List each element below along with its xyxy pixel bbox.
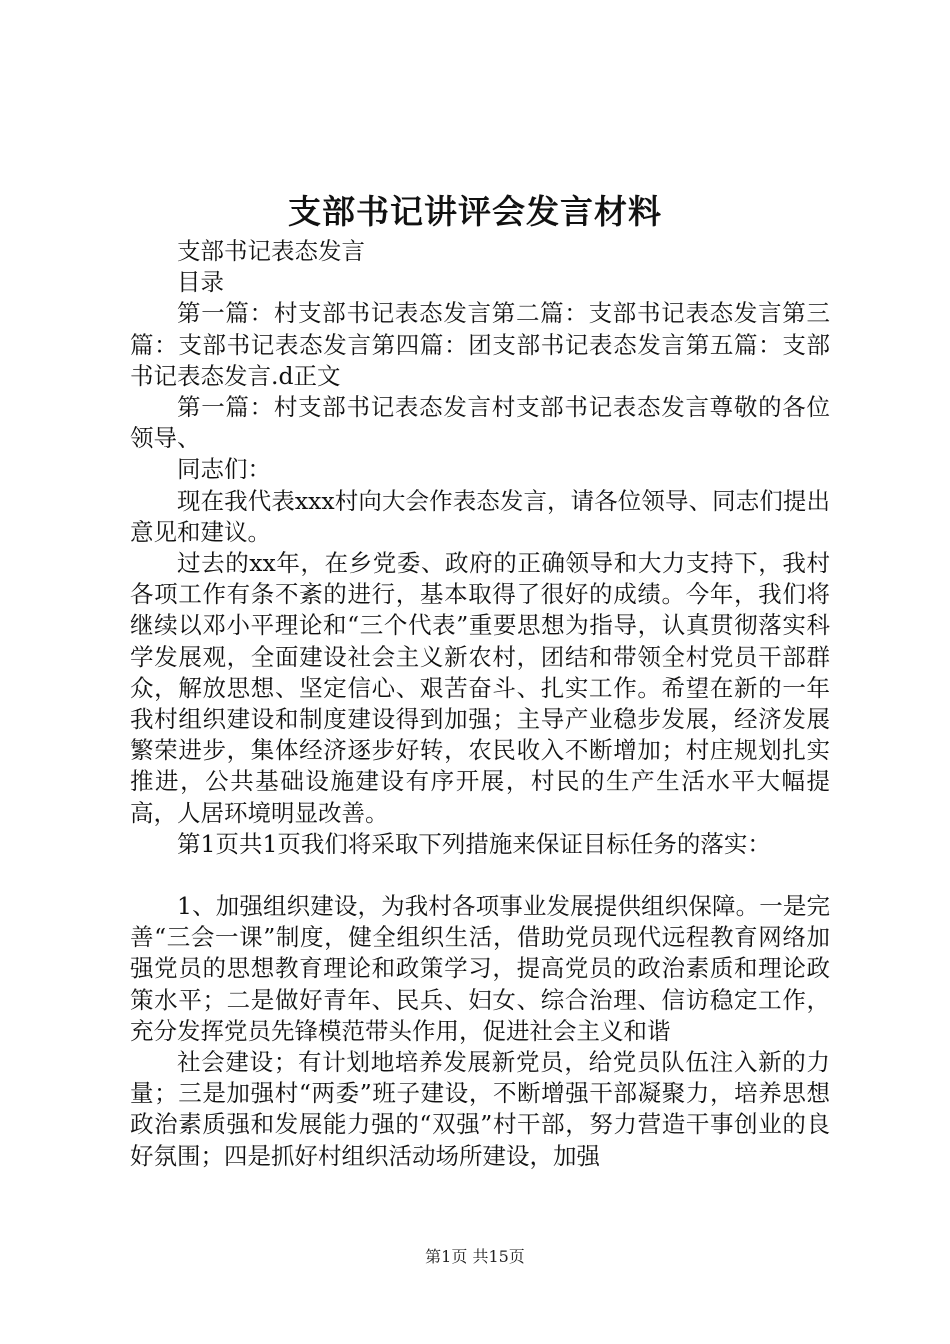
paragraph-measure-1: 1、加强组织建设，为我村各项事业发展提供组织保障。一是完善“三会一课”制度，健全组织生活，借助党员现代远程教育网络加强党员的思想教育理论和政策学习，提高党员的政治素质和理论政策水平；二是做好青年、民兵、妇女、综合治理、信访稳定工作，充分发挥党员先锋模范带头作用，促进社会主义和谐 xyxy=(130,892,830,1045)
paragraph-subtitle: 支部书记表态发言 xyxy=(177,237,365,265)
paragraph-toc: 第一篇：村支部书记表态发言第二篇：支部书记表态发言第三篇：支部书记表态发言第四篇：团支部书记表态发言第五篇：支部书记表态发言.d正文 xyxy=(130,299,830,390)
paragraph-measures-intro: 第1页共1页我们将采取下列措施来保证目标任务的落实： xyxy=(177,829,771,858)
paragraph-salutation: 同志们： xyxy=(177,455,271,484)
paragraph-section-1-heading: 第一篇：村支部书记表态发言村支部书记表态发言尊敬的各位领导、 xyxy=(130,393,830,453)
document-title: 支部书记讲评会发言材料 xyxy=(288,192,662,231)
paragraph-toc-heading: 目录 xyxy=(177,268,224,297)
paragraph-measure-1-cont: 社会建设；有计划地培养发展新党员，给党员队伍注入新的力量；三是加强村“两委”班子建设，不断增强干部凝聚力，培养思想政治素质强和发展能力强的“双强”村干部，努力营造干事创业的良好氛围；四是抓好村组织活动场所建设，加强 xyxy=(130,1048,830,1170)
document-body xyxy=(130,236,830,1172)
paragraph-intro: 现在我代表xxx村向大会作表态发言，请各位领导、同志们提出意见和建议。 xyxy=(130,486,830,546)
paragraph-review: 过去的xx年，在乡党委、政府的正确领导和大力支持下，我村各项工作有条不紊的进行，基本取得了很好的成绩。今年，我们将继续以邓小平理论和“三个代表”重要思想为指导，认真贯彻落实科学发展观，全面建设社会主义新农村，团结和带领全村党员干部群众，解放思想、坚定信心、艰苦奋斗、扎实工作。希望在新的一年我村组织建设和制度建设得到加强；主导产业稳步发展，经济发展繁荣进步，集体经济逐步好转，农民收入不断增加；村庄规划扎实推进，公共基础设施建设有序开展，村民的生产生活水平大幅提高，人居环境明显改善。 xyxy=(130,549,830,827)
page-footer: 第1页 共15页 xyxy=(425,1247,525,1266)
